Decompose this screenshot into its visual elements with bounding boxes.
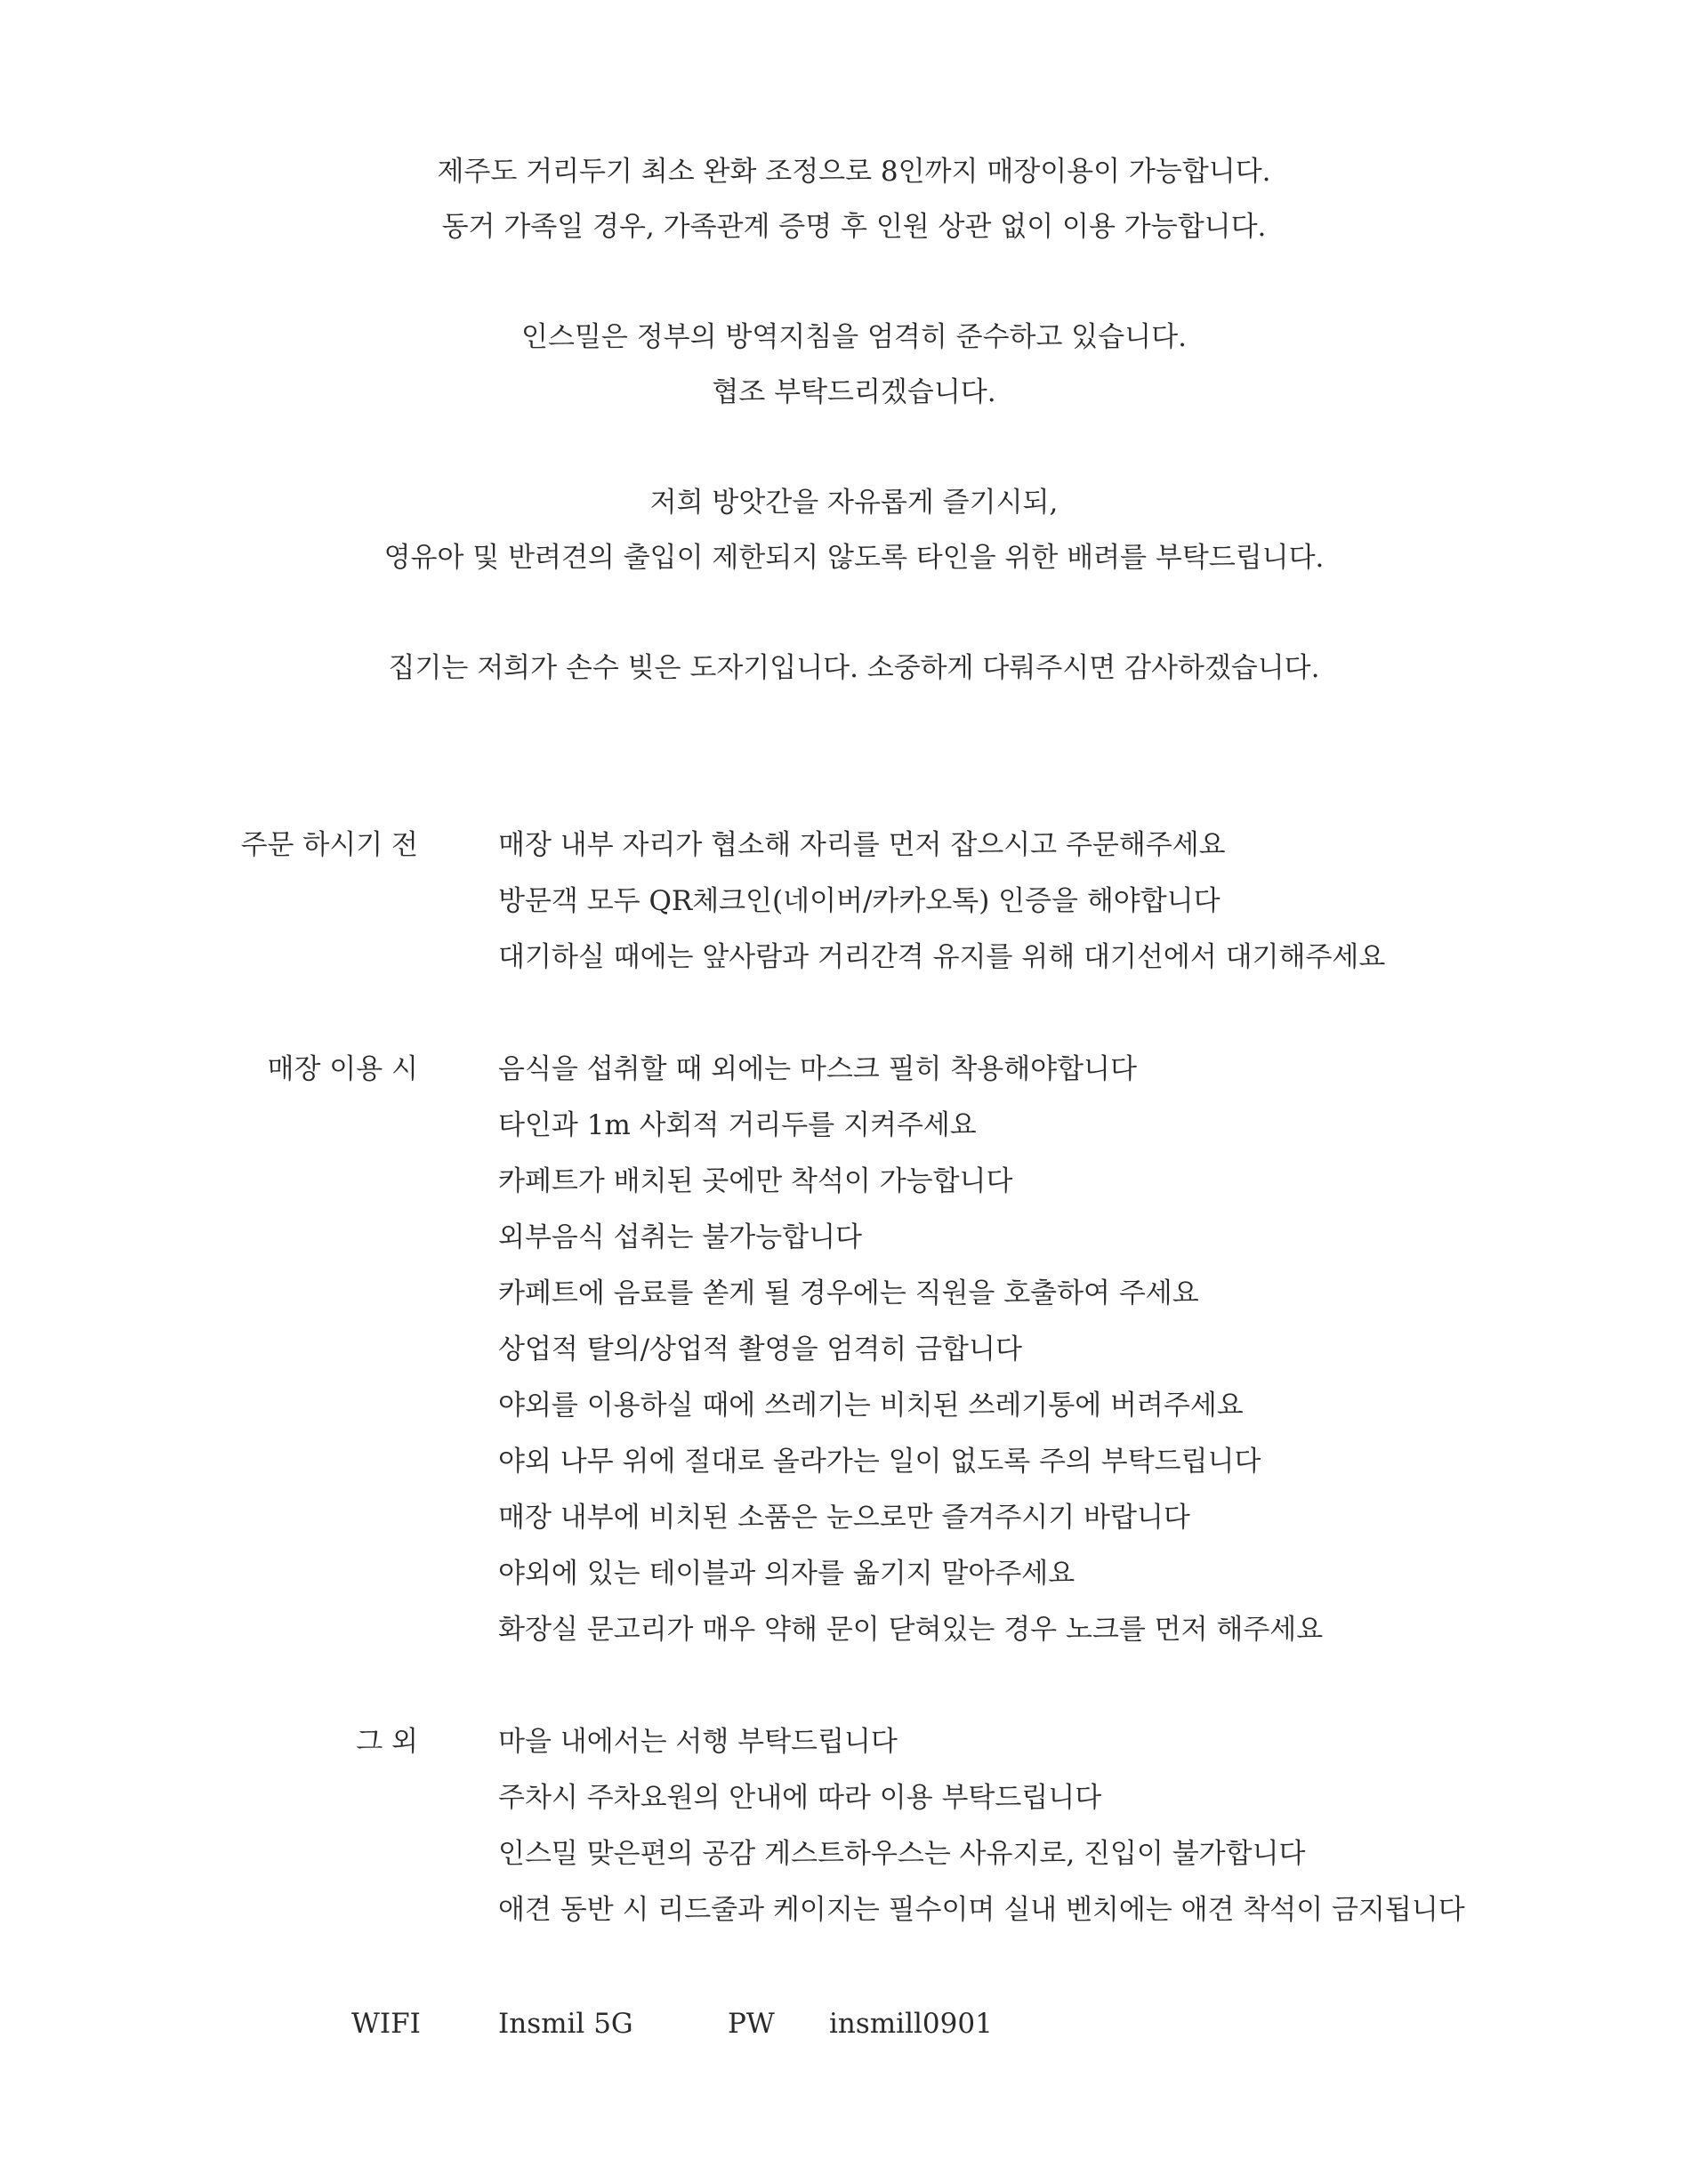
rule-item: 매장 내부에 비치된 소품은 눈으로만 즐겨주시기 바랍니다 — [498, 1502, 1190, 1534]
wifi-label: WIFI — [351, 2008, 421, 2040]
rule-item: 음식을 섭취할 때 외에는 마스크 필히 착용해야합니다 — [498, 1053, 1137, 1085]
rule-item: 야외를 이용하실 때에 쓰레기는 비치된 쓰레기통에 버려주세요 — [498, 1390, 1244, 1422]
intro-paragraph-tableware — [0, 640, 1708, 696]
section-label: 주문 하시기 전 — [240, 829, 418, 861]
rule-item: 대기하실 때에는 앞사람과 거리간격 유지를 위해 대기선에서 대기해주세요 — [498, 941, 1386, 973]
intro-line: 저희 방앗간을 자유롭게 즐기시되, — [649, 487, 1059, 519]
rule-item: 외부음식 섭취는 불가능합니다 — [498, 1221, 863, 1253]
intro-line: 제주도 거리두기 최소 완화 조정으로 8인까지 매장이용이 가능합니다. — [437, 156, 1271, 188]
wifi-password: insmill0901 — [829, 2008, 993, 2040]
section-label: 매장 이용 시 — [267, 1053, 418, 1085]
section-label: 그 외 — [356, 1726, 418, 1758]
intro-paragraph-quarantine — [0, 310, 1708, 420]
rule-item: 인스밀 맞은편의 공감 게스트하우스는 사유지로, 진입이 불가합니다 — [498, 1838, 1306, 1870]
intro-notice — [0, 144, 1708, 696]
rule-list — [498, 818, 1655, 986]
rule-item: 화장실 문고리가 매우 약해 문이 닫혀있는 경우 노크를 먼저 해주세요 — [498, 1614, 1324, 1646]
wifi-password-label: PW — [728, 2008, 775, 2040]
rule-item: 카페트에 음료를 쏟게 될 경우에는 직원을 호출하여 주세요 — [498, 1277, 1199, 1309]
intro-line: 동거 가족일 경우, 가족관계 증명 후 인원 상관 없이 이용 가능합니다. — [441, 211, 1267, 243]
intro-line: 영유아 및 반려견의 출입이 제한되지 않도록 타인을 위한 배려를 부탁드립니다. — [383, 542, 1325, 574]
intro-line: 집기는 저희가 손수 빚은 도자기입니다. 소중하게 다뤄주시면 감사하겠습니다. — [388, 652, 1320, 684]
rule-item: 야외에 있는 테이블과 의자를 옮기지 말아주세요 — [498, 1558, 1076, 1590]
intro-line: 협조 부탁드리겠습니다. — [712, 376, 996, 408]
wifi-info — [0, 1996, 1708, 2051]
intro-line: 인스밀은 정부의 방역지침을 엄격히 준수하고 있습니다. — [521, 321, 1187, 353]
intro-paragraph-consideration — [0, 475, 1708, 585]
wifi-ssid: Insmil 5G — [498, 2008, 633, 2040]
rule-item: 야외 나무 위에 절대로 올라가는 일이 없도록 주의 부탁드립니다 — [498, 1446, 1261, 1478]
rule-item: 마을 내에서는 서행 부탁드립니다 — [498, 1726, 898, 1758]
rule-item: 카페트가 배치된 곳에만 착석이 가능합니다 — [498, 1165, 1013, 1197]
rule-list — [498, 1042, 1655, 1658]
rule-item: 방문객 모두 QR체크인(네이버/카카오톡) 인증을 해야합니다 — [498, 885, 1221, 917]
rule-item: 매장 내부 자리가 협소해 자리를 먼저 잡으시고 주문해주세요 — [498, 829, 1226, 861]
rule-item: 타인과 1m 사회적 거리두를 지켜주세요 — [498, 1109, 977, 1141]
rule-list — [498, 1714, 1655, 1938]
intro-paragraph-capacity — [0, 144, 1708, 254]
rule-item: 상업적 탈의/상업적 촬영을 엄격히 금합니다 — [498, 1333, 1022, 1365]
rule-item: 애견 동반 시 리드줄과 케이지는 필수이며 실내 벤치에는 애견 착석이 금지됩니다 — [498, 1894, 1465, 1926]
rule-item: 주차시 주차요원의 안내에 따라 이용 부탁드립니다 — [498, 1782, 1102, 1814]
